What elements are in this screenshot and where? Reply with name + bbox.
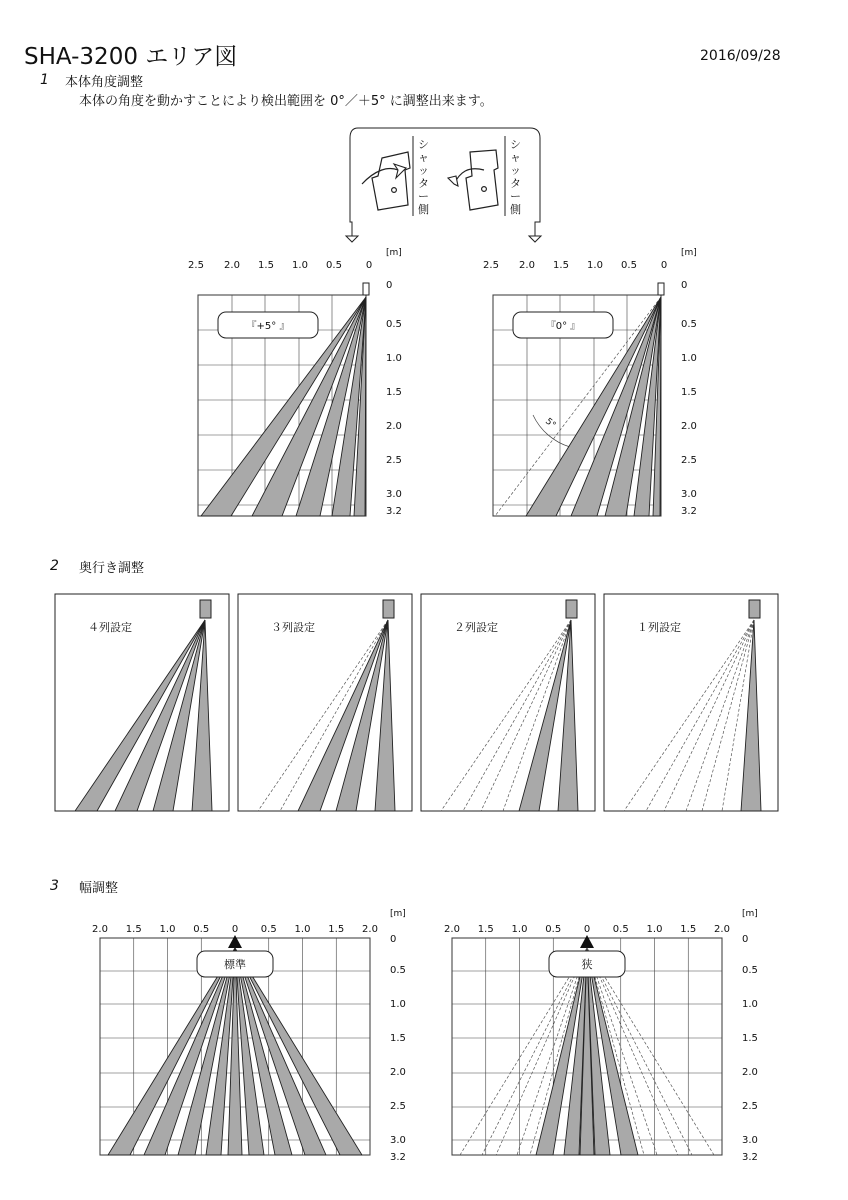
- x-tick-label: 1.0: [294, 924, 311, 935]
- y-tick-label: 0.5: [681, 319, 697, 330]
- y-tick-label: 0: [742, 934, 749, 945]
- axis-unit-label: [m]: [742, 909, 758, 919]
- device-upright-icon: [466, 150, 498, 210]
- section1-number: 1: [40, 72, 49, 88]
- arrow-head-icon: [448, 176, 458, 186]
- x-tick-label: 2.0: [92, 924, 108, 935]
- x-tick-label: 0.5: [621, 260, 637, 271]
- x-tick-label: 0: [660, 260, 668, 271]
- y-tick-label: 1.5: [390, 1033, 406, 1044]
- x-tick-label: 2.0: [714, 924, 730, 935]
- panel-label: １列設定: [637, 621, 681, 634]
- x-tick-label: 1.0: [159, 924, 176, 935]
- y-tick-label: 3.0: [390, 1135, 406, 1146]
- sensor-icon: [383, 600, 394, 618]
- mode-label: 標準: [224, 958, 246, 971]
- y-tick-label: 2.0: [386, 421, 402, 432]
- width-narrow-chart: [444, 909, 758, 1163]
- x-tick-label: 2.0: [519, 260, 535, 271]
- x-tick-label: 2.0: [224, 260, 240, 271]
- y-tick-label: 2.5: [681, 455, 697, 466]
- y-tick-label: 1.5: [386, 387, 402, 398]
- y-tick-label: 1.0: [681, 353, 697, 364]
- y-tick-label: 2.0: [390, 1067, 406, 1078]
- x-tick-label: 0.5: [545, 924, 562, 935]
- width-standard-chart: [92, 909, 406, 1163]
- x-tick-label: 1.5: [553, 260, 569, 271]
- section3-number: 3: [50, 878, 59, 894]
- x-tick-label: 0.5: [260, 924, 277, 935]
- date: 2016/09/28: [700, 48, 781, 64]
- mode-label: 『0° 』: [545, 321, 581, 332]
- x-tick-label: 0.5: [193, 924, 210, 935]
- section1-title: 本体角度調整: [65, 75, 144, 90]
- y-tick-label: 3.0: [386, 489, 402, 500]
- x-tick-label: 1.5: [125, 924, 142, 935]
- device-tilted-icon: [372, 152, 410, 210]
- sensor-icon: [200, 600, 211, 618]
- x-tick-label: 2.0: [362, 924, 378, 935]
- shutter-side-label-left: シャッター側: [418, 138, 429, 216]
- y-tick-label: 2.5: [386, 455, 402, 466]
- axis-unit-label: [m]: [681, 248, 697, 258]
- x-tick-label: 0: [365, 260, 373, 271]
- x-tick-label: 1.5: [258, 260, 274, 271]
- y-tick-label: 3.2: [386, 506, 402, 517]
- axis-unit-label: [m]: [386, 248, 402, 258]
- sensor-icon: [658, 283, 664, 295]
- mode-label: 狭: [581, 958, 593, 971]
- x-tick-label: 1.0: [646, 924, 663, 935]
- y-tick-label: 0: [681, 280, 688, 291]
- section3-title: 幅調整: [79, 881, 119, 896]
- x-tick-label: 0: [231, 924, 239, 935]
- x-tick-label: 1.5: [680, 924, 697, 935]
- x-tick-label: 1.0: [292, 260, 308, 271]
- x-tick-label: 2.5: [188, 260, 204, 271]
- panel-label: ３列設定: [271, 621, 315, 634]
- y-tick-label: 1.0: [390, 999, 406, 1010]
- y-tick-label: 2.0: [742, 1067, 758, 1078]
- x-tick-label: 1.0: [587, 260, 603, 271]
- shutter-side-label-right: シャッター側: [510, 138, 521, 216]
- y-tick-label: 0.5: [742, 965, 758, 976]
- y-tick-label: 0: [390, 934, 397, 945]
- sensor-icon: [749, 600, 760, 618]
- axis-unit-label: [m]: [390, 909, 406, 919]
- sensor-icon: [566, 600, 577, 618]
- zero-area-chart: [483, 248, 697, 517]
- y-tick-label: 1.5: [742, 1033, 758, 1044]
- x-tick-label: 0: [583, 924, 591, 935]
- y-tick-label: 3.0: [681, 489, 697, 500]
- x-tick-label: 0.5: [612, 924, 629, 935]
- y-tick-label: 3.0: [742, 1135, 758, 1146]
- x-tick-label: 2.0: [444, 924, 460, 935]
- y-tick-label: 1.0: [386, 353, 402, 364]
- x-tick-label: 1.0: [511, 924, 528, 935]
- section1-description: 本体の角度を動かすことにより検出範囲を 0°／＋5° に調整出来ます。: [79, 94, 493, 109]
- y-tick-label: 0.5: [390, 965, 406, 976]
- page-title: SHA-3200 エリア図: [24, 44, 238, 70]
- y-tick-label: 1.5: [681, 387, 697, 398]
- section2-number: 2: [50, 558, 59, 574]
- y-tick-label: 2.5: [390, 1101, 406, 1112]
- plus5-area-chart: [188, 248, 402, 517]
- sensor-icon: [363, 283, 369, 295]
- y-tick-label: 3.2: [681, 506, 697, 517]
- x-tick-label: 1.5: [328, 924, 345, 935]
- y-tick-label: 3.2: [742, 1152, 758, 1163]
- panel-label: ２列設定: [454, 621, 498, 634]
- panel-label: ４列設定: [88, 621, 132, 634]
- angle-label: 5°: [543, 416, 558, 431]
- x-tick-label: 2.5: [483, 260, 499, 271]
- mode-label: 『+5° 』: [246, 321, 290, 332]
- y-tick-label: 1.0: [742, 999, 758, 1010]
- depth-panels: [55, 594, 778, 811]
- section2-title: 奥行き調整: [79, 561, 145, 576]
- y-tick-label: 2.0: [681, 421, 697, 432]
- y-tick-label: 2.5: [742, 1101, 758, 1112]
- x-tick-label: 0.5: [326, 260, 342, 271]
- y-tick-label: 0: [386, 280, 393, 291]
- y-tick-label: 0.5: [386, 319, 402, 330]
- x-tick-label: 1.5: [477, 924, 494, 935]
- y-tick-label: 3.2: [390, 1152, 406, 1163]
